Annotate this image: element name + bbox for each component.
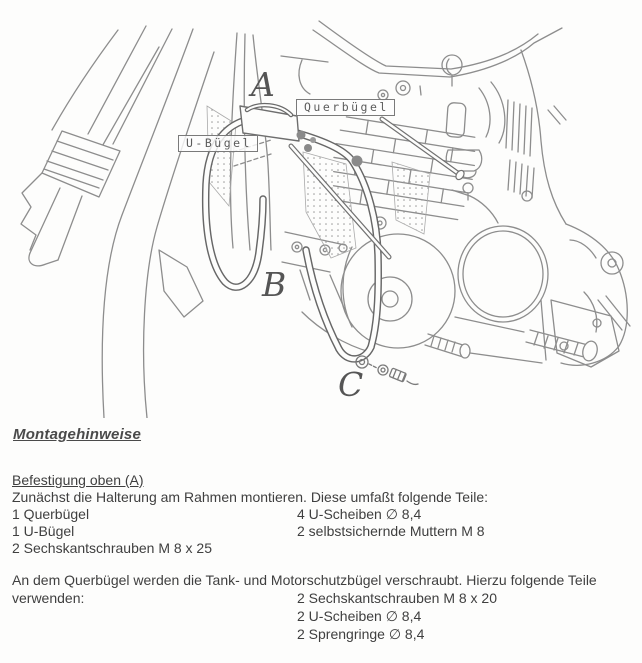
part-item: 2 Sechskantschrauben M 8 x 25 (12, 540, 213, 556)
label-querbuegel: Querbügel (296, 99, 395, 116)
part-item: 2 Sprengringe ∅ 8,4 (297, 626, 425, 642)
instructions-title: Montagehinweise (13, 426, 142, 443)
ref-letter-b: B (262, 265, 287, 304)
part-item: 2 U-Scheiben ∅ 8,4 (297, 608, 422, 624)
section-a-heading: Befestigung oben (A) (12, 472, 144, 488)
section-b-intro: An dem Querbügel werden die Tank- und Motorschutzbügel verschraubt. Hierzu folgende Teile (12, 572, 597, 588)
part-item: 2 Sechskantschrauben M 8 x 20 (297, 590, 498, 606)
part-item: 1 U-Bügel (12, 523, 75, 539)
part-item: 4 U-Scheiben ∅ 8,4 (297, 506, 422, 522)
ref-letter-a: A (251, 65, 275, 104)
label-ubuegel: U-Bügel (178, 135, 258, 152)
part-item: 1 Querbügel (12, 506, 90, 522)
section-a-intro: Zunächst die Halterung am Rahmen montieren. Diese umfaßt folgende Teile: (12, 489, 488, 505)
ref-letter-c: C (338, 365, 364, 404)
part-item: 2 selbstsichernde Muttern M 8 (297, 523, 485, 539)
part-item: verwenden: (12, 590, 85, 606)
